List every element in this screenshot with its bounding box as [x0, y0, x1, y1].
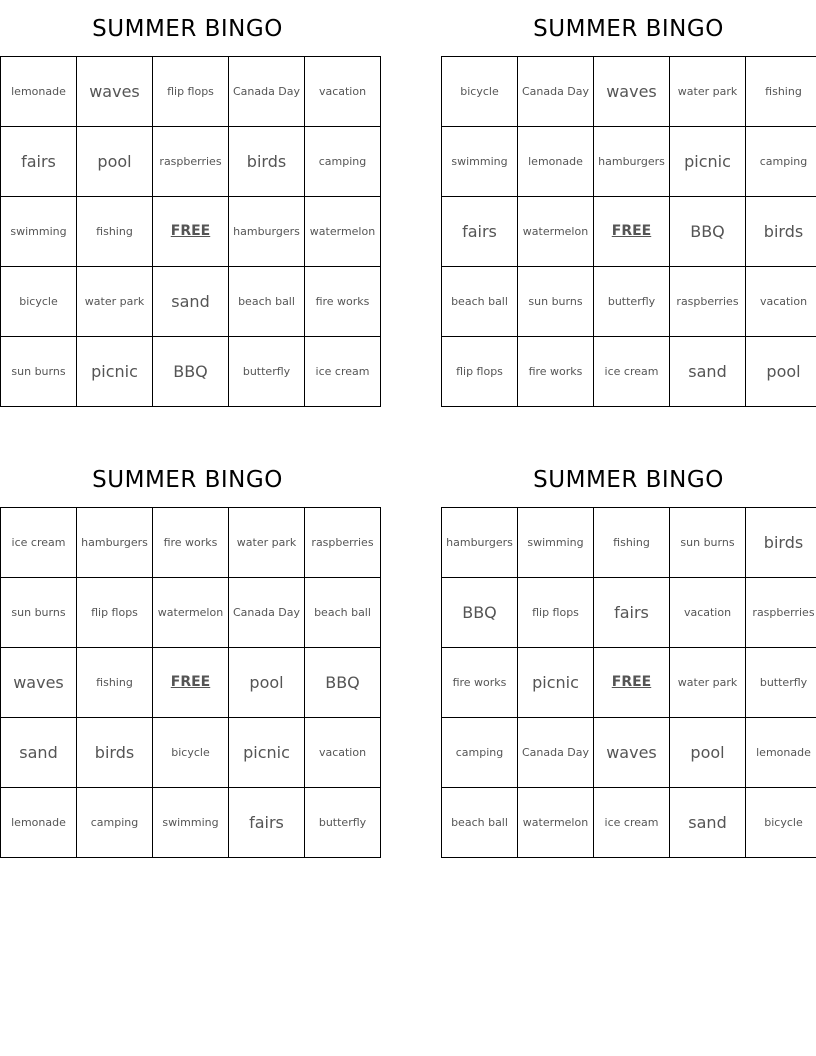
bingo-cell: swimming [442, 127, 518, 197]
bingo-card-1 [0, 0, 375, 407]
bingo-cell: pool [670, 718, 746, 788]
bingo-cell: camping [305, 127, 381, 197]
bingo-cell: raspberries [305, 508, 381, 578]
bingo-cell: butterfly [746, 648, 816, 718]
bingo-cell: lemonade [746, 718, 816, 788]
bingo-grid [0, 56, 381, 407]
bingo-cell: raspberries [670, 267, 746, 337]
bingo-grid [0, 507, 381, 858]
bingo-cell: Canada Day [229, 578, 305, 648]
bingo-cell: raspberries [746, 578, 816, 648]
bingo-cell: watermelon [153, 578, 229, 648]
bingo-cell: BBQ [670, 197, 746, 267]
bingo-cell: lemonade [1, 788, 77, 858]
bingo-row [1, 337, 381, 407]
bingo-cell: lemonade [518, 127, 594, 197]
bingo-row [1, 267, 381, 337]
bingo-grid [441, 507, 816, 858]
bingo-cell: picnic [518, 648, 594, 718]
bingo-cell: water park [670, 648, 746, 718]
bingo-cell: vacation [746, 267, 816, 337]
bingo-cell: BBQ [153, 337, 229, 407]
bingo-cell: watermelon [305, 197, 381, 267]
bingo-cell: flip flops [77, 578, 153, 648]
bingo-row [1, 197, 381, 267]
bingo-cell: water park [229, 508, 305, 578]
bingo-row [442, 57, 816, 127]
bingo-cell: hamburgers [229, 197, 305, 267]
bingo-row [442, 127, 816, 197]
bingo-row [1, 57, 381, 127]
bingo-cell: flip flops [518, 578, 594, 648]
bingo-cell: picnic [229, 718, 305, 788]
bingo-cell: sun burns [670, 508, 746, 578]
bingo-cell: ice cream [1, 508, 77, 578]
bingo-cell: lemonade [1, 57, 77, 127]
bingo-cell: swimming [1, 197, 77, 267]
bingo-cell: vacation [670, 578, 746, 648]
bingo-cell: flip flops [442, 337, 518, 407]
bingo-grid [441, 56, 816, 407]
bingo-cell: bicycle [746, 788, 816, 858]
bingo-cell: picnic [77, 337, 153, 407]
bingo-cell: water park [77, 267, 153, 337]
bingo-cell: bicycle [442, 57, 518, 127]
bingo-row [442, 718, 816, 788]
bingo-row [442, 648, 816, 718]
bingo-card-4 [441, 451, 816, 858]
bingo-cell: camping [746, 127, 816, 197]
bingo-cell: butterfly [305, 788, 381, 858]
bingo-cell: beach ball [305, 578, 381, 648]
bingo-cell: waves [77, 57, 153, 127]
card-title: SUMMER BINGO [92, 16, 283, 42]
bingo-cell: pool [229, 648, 305, 718]
bingo-cell: hamburgers [442, 508, 518, 578]
bingo-cell: sand [153, 267, 229, 337]
bingo-cell: Canada Day [518, 57, 594, 127]
bingo-row [442, 197, 816, 267]
bingo-row [1, 788, 381, 858]
bingo-cell: ice cream [305, 337, 381, 407]
bingo-cell: picnic [670, 127, 746, 197]
free-space: FREE [153, 648, 229, 718]
bingo-row [1, 127, 381, 197]
bingo-cell: butterfly [594, 267, 670, 337]
bingo-cell: BBQ [442, 578, 518, 648]
bingo-cell: waves [594, 718, 670, 788]
bingo-cell: pool [746, 337, 816, 407]
bingo-row [1, 508, 381, 578]
bingo-row [1, 578, 381, 648]
bingo-cell: fire works [518, 337, 594, 407]
card-title: SUMMER BINGO [92, 467, 283, 493]
free-space: FREE [594, 648, 670, 718]
bingo-cell: sand [670, 337, 746, 407]
bingo-card-3 [0, 451, 375, 858]
bingo-cell: hamburgers [77, 508, 153, 578]
bingo-cell: fishing [594, 508, 670, 578]
bingo-cell: sun burns [1, 578, 77, 648]
bingo-cell: fairs [229, 788, 305, 858]
free-space: FREE [594, 197, 670, 267]
bingo-cell: sun burns [1, 337, 77, 407]
bingo-row [442, 267, 816, 337]
bingo-cell: beach ball [442, 267, 518, 337]
bingo-cell: fairs [1, 127, 77, 197]
bingo-cell: sun burns [518, 267, 594, 337]
bingo-cell: swimming [518, 508, 594, 578]
bingo-cell: watermelon [518, 788, 594, 858]
bingo-cell: fishing [77, 197, 153, 267]
bingo-cell: fire works [442, 648, 518, 718]
bingo-cell: water park [670, 57, 746, 127]
bingo-cell: birds [229, 127, 305, 197]
bingo-cell: camping [442, 718, 518, 788]
bingo-row [1, 648, 381, 718]
bingo-row [442, 508, 816, 578]
bingo-cell: vacation [305, 718, 381, 788]
bingo-cell: birds [746, 197, 816, 267]
bingo-cell: ice cream [594, 788, 670, 858]
bingo-cell: birds [77, 718, 153, 788]
card-title: SUMMER BINGO [533, 16, 724, 42]
card-title: SUMMER BINGO [533, 467, 724, 493]
bingo-cell: hamburgers [594, 127, 670, 197]
bingo-cell: butterfly [229, 337, 305, 407]
bingo-cell: beach ball [229, 267, 305, 337]
bingo-cell: ice cream [594, 337, 670, 407]
bingo-cell: raspberries [153, 127, 229, 197]
bingo-cell: swimming [153, 788, 229, 858]
bingo-cell: fishing [746, 57, 816, 127]
bingo-cell: fishing [77, 648, 153, 718]
bingo-row [442, 578, 816, 648]
bingo-cell: Canada Day [229, 57, 305, 127]
bingo-cell: Canada Day [518, 718, 594, 788]
bingo-cell: fire works [305, 267, 381, 337]
bingo-cell: flip flops [153, 57, 229, 127]
bingo-cell: waves [594, 57, 670, 127]
bingo-cell: sand [670, 788, 746, 858]
bingo-cell: vacation [305, 57, 381, 127]
bingo-cell: camping [77, 788, 153, 858]
bingo-card-2 [441, 0, 816, 407]
bingo-cell: BBQ [305, 648, 381, 718]
free-space: FREE [153, 197, 229, 267]
bingo-cell: beach ball [442, 788, 518, 858]
bingo-cell: fairs [442, 197, 518, 267]
bingo-cell: watermelon [518, 197, 594, 267]
bingo-cell: birds [746, 508, 816, 578]
bingo-cell: sand [1, 718, 77, 788]
bingo-row [1, 718, 381, 788]
bingo-cell: pool [77, 127, 153, 197]
bingo-cell: fairs [594, 578, 670, 648]
bingo-row [442, 788, 816, 858]
bingo-cell: fire works [153, 508, 229, 578]
bingo-cell: bicycle [153, 718, 229, 788]
bingo-cell: waves [1, 648, 77, 718]
bingo-row [442, 337, 816, 407]
bingo-cell: bicycle [1, 267, 77, 337]
